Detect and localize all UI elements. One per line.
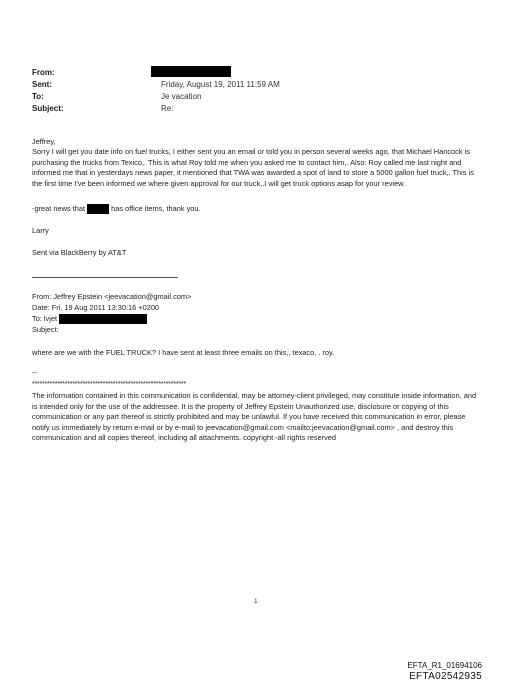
quoted-to	[32, 314, 147, 325]
to-value: Je vacation	[161, 92, 202, 101]
message-last-line	[32, 204, 201, 215]
quoted-from: From: Jeffrey Epstein <jeevacation@gmail.com>	[32, 292, 192, 301]
redaction-to	[59, 314, 147, 324]
from-label: From:	[32, 68, 55, 77]
message-paragraph: Sorry I will get you date info on fuel trucks, I either sent you an email or told you in person several weeks ago, that Michael Hancock is purchasing the trucks from Texico,. This is what Roy told me when you asked me to contact him,. Also: Roy called me last night and informed me that in yesterdays news paper, it mentioned that TWA was awarded a spot of land to store a 5000 gallon fuel truck,. This is the first time I've been informed we where given approval for our truck,.I will get truck options asap for your review.	[32, 147, 474, 188]
redaction-from	[151, 66, 231, 77]
quoted-subject: Subject:	[32, 325, 59, 334]
greeting: Jeffrey,	[32, 137, 56, 146]
redaction-inline	[87, 204, 109, 214]
subject-label: Subject:	[32, 104, 64, 113]
sent-value: Friday, August 19, 2011 11:59 AM	[161, 80, 280, 89]
disclaimer-stars: *************************************************************	[32, 381, 186, 388]
to-label: To:	[32, 92, 44, 101]
sent-via: Sent via BlackBerry by AT&T	[32, 248, 127, 257]
subject-value: Re:	[161, 104, 174, 113]
disclaimer-text: The information contained in this communication is confidential, may be attorney-client privileged, may constitute inside information, and is intended only for the use of the addressee. It is the property of Jeffrey Epstein Unauthorized use, disclosure or copying of this communication or any part thereof is strictly prohibited and may be unlawful. If you have received this communication in error, please notify us immediately by return e-mail or by e-mail to jeevacation@gmail.com <mailto:jeevacation@gmail.com> , and destroy this communication and all copies thereof, including all attachments. copyright -all rights reserved	[32, 391, 477, 443]
sent-label: Sent:	[32, 80, 52, 89]
signature-dashes: --	[32, 368, 37, 377]
separator-rule	[32, 277, 178, 278]
quoted-body: where are we with the FUEL TRUCK? I have sent at least three emails on this,, texaco, . roy.	[32, 348, 335, 357]
message-last-line-start: -great news that	[32, 204, 85, 213]
signature: Larry	[32, 226, 49, 235]
footer-id-secondary: EFTA02542935	[409, 671, 482, 682]
quoted-date: Date: Fri, 19 Aug 2011 13:30:16 +0200	[32, 303, 160, 312]
message-last-line-end: has office items, thank you.	[111, 204, 201, 213]
quoted-to-text: To: lvjet	[32, 314, 58, 323]
footer-id-primary: EFTA_R1_01694106	[407, 661, 482, 670]
page-number: 1	[254, 598, 258, 605]
